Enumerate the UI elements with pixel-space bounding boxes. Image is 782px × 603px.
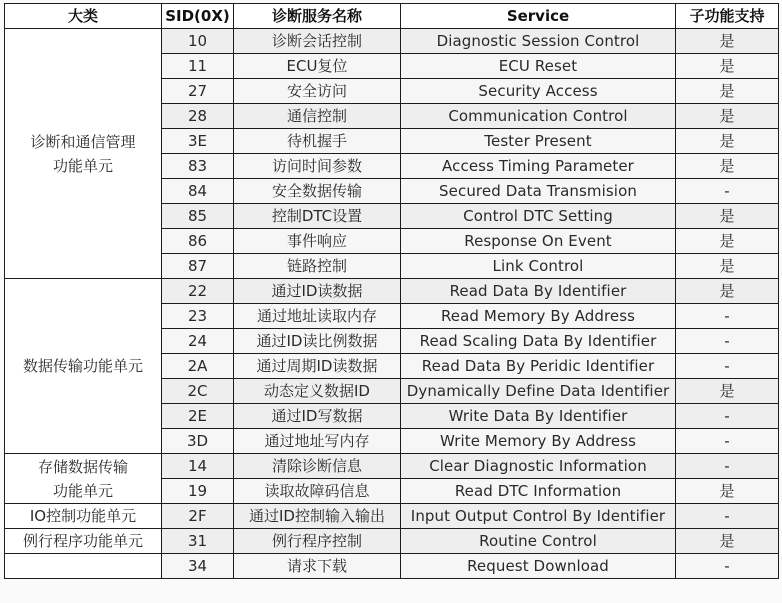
name-cn-cell[interactable]: 通过ID读数据 — [234, 279, 401, 304]
name-cn-cell[interactable]: 安全数据传输 — [234, 179, 401, 204]
name-cn-cell[interactable]: 访问时间参数 — [234, 154, 401, 179]
sid-cell[interactable]: 2C — [162, 379, 234, 404]
service-cell[interactable]: Write Data By Identifier — [401, 404, 676, 429]
sid-cell[interactable]: 31 — [162, 529, 234, 554]
category-label: 存储数据传输 — [37, 457, 128, 476]
service-cell[interactable]: Read Data By Peridic Identifier — [401, 354, 676, 379]
header-service[interactable]: Service — [401, 4, 676, 29]
name-cn-cell[interactable]: 事件响应 — [234, 229, 401, 254]
category-label: 数据传输功能单元 — [22, 357, 143, 375]
service-cell[interactable]: Write Memory By Address — [401, 429, 676, 454]
subfunction-cell[interactable]: 是 — [676, 79, 779, 104]
subfunction-cell[interactable]: 是 — [676, 229, 779, 254]
sid-cell[interactable]: 2A — [162, 354, 234, 379]
sid-cell[interactable]: 10 — [162, 29, 234, 54]
table-row — [5, 29, 779, 54]
name-cn-cell[interactable]: 动态定义数据ID — [234, 379, 401, 404]
table-row — [5, 554, 779, 579]
header-row — [5, 4, 779, 29]
service-cell[interactable]: ECU Reset — [401, 54, 676, 79]
category-cell[interactable] — [5, 554, 162, 579]
name-cn-cell[interactable]: 清除诊断信息 — [234, 454, 401, 479]
table-row — [5, 454, 779, 479]
category-label: 诊断和通信管理 — [30, 132, 136, 151]
name-cn-cell[interactable]: 通过地址写内存 — [234, 429, 401, 454]
service-cell[interactable]: Communication Control — [401, 104, 676, 129]
category-cell[interactable] — [5, 454, 162, 504]
subfunction-cell[interactable]: 是 — [676, 529, 779, 554]
name-cn-cell[interactable]: 待机握手 — [234, 129, 401, 154]
sid-cell[interactable]: 14 — [162, 454, 234, 479]
sid-cell[interactable]: 3D — [162, 429, 234, 454]
sid-cell[interactable]: 22 — [162, 279, 234, 304]
category-label: 例行程序功能单元 — [22, 532, 143, 550]
service-cell[interactable]: Request Download — [401, 554, 676, 579]
sid-cell[interactable]: 86 — [162, 229, 234, 254]
sid-cell[interactable]: 11 — [162, 54, 234, 79]
service-cell[interactable]: Read DTC Information — [401, 479, 676, 504]
sid-cell[interactable]: 19 — [162, 479, 234, 504]
sid-cell[interactable]: 87 — [162, 254, 234, 279]
category-label: 功能单元 — [52, 481, 113, 500]
sid-cell[interactable]: 34 — [162, 554, 234, 579]
subfunction-cell[interactable]: - — [676, 554, 779, 579]
subfunction-cell[interactable]: 是 — [676, 54, 779, 79]
sid-cell[interactable]: 83 — [162, 154, 234, 179]
service-cell[interactable]: Routine Control — [401, 529, 676, 554]
name-cn-cell[interactable]: 通过地址读取内存 — [234, 304, 401, 329]
header-sid[interactable]: SID(0X) — [162, 4, 234, 29]
name-cn-cell[interactable]: 请求下载 — [234, 554, 401, 579]
name-cn-cell[interactable]: 通过ID控制输入输出 — [234, 504, 401, 529]
subfunction-cell[interactable]: - — [676, 179, 779, 204]
sid-cell[interactable]: 24 — [162, 329, 234, 354]
header-subfunction[interactable]: 子功能支持 — [676, 4, 779, 29]
name-cn-cell[interactable]: 链路控制 — [234, 254, 401, 279]
category-cell[interactable] — [5, 279, 162, 454]
service-cell[interactable]: Read Data By Identifier — [401, 279, 676, 304]
sid-cell[interactable]: 85 — [162, 204, 234, 229]
service-cell[interactable]: Clear Diagnostic Information — [401, 454, 676, 479]
subfunction-cell[interactable]: 是 — [676, 104, 779, 129]
name-cn-cell[interactable]: ECU复位 — [234, 54, 401, 79]
name-cn-cell[interactable]: 读取故障码信息 — [234, 479, 401, 504]
table-body — [5, 29, 779, 579]
service-cell[interactable]: Read Scaling Data By Identifier — [401, 329, 676, 354]
name-cn-cell[interactable]: 诊断会话控制 — [234, 29, 401, 54]
sid-cell[interactable]: 3E — [162, 129, 234, 154]
service-cell[interactable]: Response On Event — [401, 229, 676, 254]
table-row — [5, 529, 779, 554]
service-cell[interactable]: Link Control — [401, 254, 676, 279]
subfunction-cell[interactable]: 是 — [676, 154, 779, 179]
name-cn-cell[interactable]: 通信控制 — [234, 104, 401, 129]
sid-cell[interactable]: 2F — [162, 504, 234, 529]
subfunction-cell[interactable]: - — [676, 454, 779, 479]
category-cell[interactable] — [5, 504, 162, 529]
subfunction-cell[interactable]: 是 — [676, 279, 779, 304]
name-cn-cell[interactable]: 通过ID写数据 — [234, 404, 401, 429]
sid-cell[interactable]: 28 — [162, 104, 234, 129]
header-category[interactable]: 大类 — [5, 4, 162, 29]
subfunction-cell[interactable]: 是 — [676, 479, 779, 504]
subfunction-cell[interactable]: - — [676, 304, 779, 329]
subfunction-cell[interactable]: 是 — [676, 29, 779, 54]
subfunction-cell[interactable]: 是 — [676, 204, 779, 229]
name-cn-cell[interactable]: 控制DTC设置 — [234, 204, 401, 229]
category-label: 功能单元 — [52, 156, 113, 175]
service-cell[interactable]: Control DTC Setting — [401, 204, 676, 229]
service-cell[interactable]: Secured Data Transmision — [401, 179, 676, 204]
name-cn-cell[interactable]: 安全访问 — [234, 79, 401, 104]
category-cell[interactable] — [5, 29, 162, 279]
service-cell[interactable]: Access Timing Parameter — [401, 154, 676, 179]
service-cell[interactable]: Dynamically Define Data Identifier — [401, 379, 676, 404]
header-name-cn[interactable]: 诊断服务名称 — [234, 4, 401, 29]
subfunction-cell[interactable]: - — [676, 429, 779, 454]
category-label: IO控制功能单元 — [29, 507, 137, 525]
service-cell[interactable]: Diagnostic Session Control — [401, 29, 676, 54]
service-cell[interactable]: Input Output Control By Identifier — [401, 504, 676, 529]
uds-services-table — [4, 3, 779, 579]
sid-cell[interactable]: 23 — [162, 304, 234, 329]
service-cell[interactable]: Read Memory By Address — [401, 304, 676, 329]
subfunction-cell[interactable]: 是 — [676, 129, 779, 154]
name-cn-cell[interactable]: 通过周期ID读数据 — [234, 354, 401, 379]
subfunction-cell[interactable]: - — [676, 404, 779, 429]
subfunction-cell[interactable]: 是 — [676, 379, 779, 404]
subfunction-cell[interactable]: 是 — [676, 254, 779, 279]
service-cell[interactable]: Security Access — [401, 79, 676, 104]
service-cell[interactable]: Tester Present — [401, 129, 676, 154]
table-row — [5, 279, 779, 304]
subfunction-cell[interactable]: - — [676, 504, 779, 529]
subfunction-cell[interactable]: - — [676, 329, 779, 354]
category-cell[interactable] — [5, 529, 162, 554]
table-row — [5, 504, 779, 529]
subfunction-cell[interactable]: - — [676, 354, 779, 379]
name-cn-cell[interactable]: 通过ID读比例数据 — [234, 329, 401, 354]
name-cn-cell[interactable]: 例行程序控制 — [234, 529, 401, 554]
sid-cell[interactable]: 27 — [162, 79, 234, 104]
sid-cell[interactable]: 84 — [162, 179, 234, 204]
sid-cell[interactable]: 2E — [162, 404, 234, 429]
